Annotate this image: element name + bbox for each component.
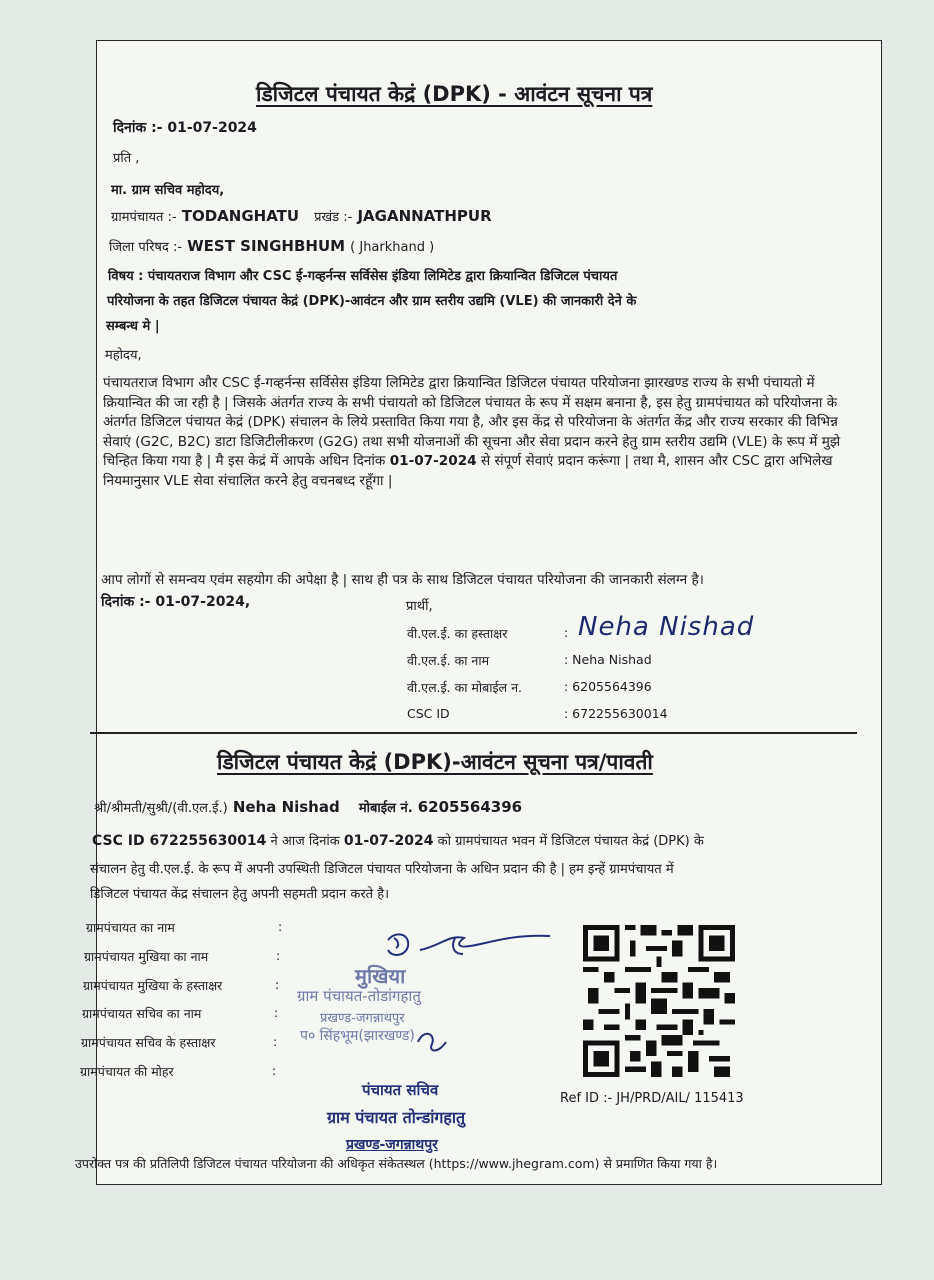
subject-label: विषय : [108, 269, 144, 284]
receipt-line-1 [92, 831, 704, 849]
vle-name-value: : Neha Nishad [564, 652, 652, 667]
state-value: ( Jharkhand ) [350, 240, 435, 255]
field-gp-name: ग्रामपंचायत का नाम [86, 920, 175, 935]
stamp-sachiv-prakhand: प्रखण्ड-जगन्नाथपुर [346, 1137, 438, 1153]
receipt-title: डिजिटल पंचायत केद्रं (DPK)-आवंटन सूचना पत्र/पावती [217, 750, 653, 774]
receipt-line-3: डिजिटल पंचायत केंद्र संचालन हेतु अपनी सहमती प्रदान करते है। [90, 887, 390, 902]
footer-note: उपरोक्त पत्र की प्रतिलिपी डिजिटल पंचायत परियोजना की अधिकृत संकेतस्थल (https://www.jhegram.com) से प्रमाणित किया गया है। [75, 1156, 718, 1171]
subject-line-1 [108, 266, 617, 284]
ref-id: Ref ID :- JH/PRD/AIL/ 115413 [560, 1091, 744, 1106]
subject-line-2: परियोजना के तहत डिजिटल पंचायत केद्रं (DPK)-आवंटन और ग्राम स्तरीय उद्यमि (VLE) की जानकारी देने के [107, 294, 637, 309]
body-paragraph [103, 374, 843, 492]
district-value: WEST SINGHBHUM [187, 237, 346, 255]
section-divider [90, 732, 857, 734]
block-value: JAGANNATHPUR [357, 207, 492, 225]
addressee: मा. ग्राम सचिव महोदय, [111, 183, 225, 198]
receipt-line-2: संचालन हेतु वी.एल.ई. के रूप में अपनी उपस्थिती डिजिटल पंचायत परियोजना के अधिन प्रदान की है | हम इन्हें ग्रामपंचायत में [90, 862, 674, 877]
field-sachiv-name: ग्रामपंचायत सचिव का नाम [82, 1006, 202, 1021]
stamp-sachiv: पंचायत सचिव [362, 1081, 439, 1099]
body-text-end: से संपूर्ण सेवाएं प्रदान करूंगा | तथा मै, शासन और CSC द्वारा अभिलेख नियमानुसार VLE सेवा संचालित करने हेतु वचनबध्द रहूँगा | [103, 453, 833, 489]
gp-label: ग्रामपंचायत :- [111, 210, 177, 225]
field-mukhiya-sign: ग्रामपंचायत मुखिया के हस्ताक्षर [83, 978, 223, 993]
vle-mobile-label: वी.एल.ई. का मोबाईल न. [407, 680, 523, 695]
receipt-mobile-label: मोबाईल नं. [358, 801, 413, 816]
vle-name-line [94, 797, 522, 816]
salutation: महोदय, [105, 348, 142, 363]
field-mukhiya-name: ग्रामपंचायत मुखिया का नाम [84, 949, 209, 964]
stamp-mukhiya: मुखिया [355, 964, 406, 988]
stamp-gp-name: ग्राम पंचायत-तोडांगहातु [297, 987, 421, 1005]
field-sachiv-sign: ग्रामपंचायत सचिव के हस्ताक्षर [81, 1035, 216, 1050]
gp-value: TODANGHATU [181, 207, 300, 225]
body-text: पंचायतराज विभाग और CSC ई-गव्हर्नन्स सर्विसेस इंडिया लिमिटेड द्वारा क्रियान्वित डिजिटल पंचायत परियोजना झारखण्ड राज्य के सभी पंचायतो में क्रियान्वित की जा रही है | जिसके अंतर्गत राज्य के सभी पंचायतो को डिजिटल पंचायत के रूप में सक्षम बनाना है, इस हेतु ग्रामपंचायत को परियोजना के अंतर्गत डिजिटल पंचायत केद्रं (DPK) संचालन के लिये प्रस्तावित किया गया है, और इस केंद्र से परियोजना के अंतर्गत केंद्र और राज्य सरकार की विभिन्न सेवाएं (G2C, B2C) डाटा डिजिटीलीकरण (G2G) तथा सभी योजनाओं की सूचना और सेवा प्रदान करने हेतु ग्राम स्तरीय उद्यमि (VLE) के रूप में मुझे चिन्हित किया गया है | मै इस केद्रं में आपके अधिन दिनांक [103, 375, 841, 470]
receipt-text-1b: को ग्रामपंचायत भवन में डिजिटल पंचायत केद्रं (DPK) के [437, 834, 704, 849]
vle-signature-label: वी.एल.ई. का हस्ताक्षर [407, 626, 508, 641]
vle-name-label: वी.एल.ई. का नाम [407, 653, 490, 668]
qr-code-icon [583, 925, 735, 1077]
receipt-date: 01-07-2024 [343, 833, 434, 849]
csc-id-label: CSC ID [407, 706, 450, 721]
notice-date: दिनांक :- 01-07-2024 [113, 120, 257, 136]
subject-text-1: पंचायतराज विभाग और CSC ई-गव्हर्नन्स सर्विसेस इंडिया लिमिटेड द्वारा क्रियान्वित डिजिटल पंचायत [147, 269, 618, 284]
field-gp-name-colon: : [278, 919, 283, 934]
vle-signature: Neha Nishad [578, 612, 755, 642]
vle-mobile-value: : 6205564396 [564, 679, 652, 694]
field-mukhiya-sign-colon: : [275, 977, 280, 992]
prati-text: प्रति , [113, 151, 140, 166]
district-line [109, 236, 434, 255]
stamp-sachiv-gp: ग्राम पंचायत तोन्डांगहातु [327, 1108, 466, 1127]
csc-id-value: : 672255630014 [564, 706, 668, 721]
field-sachiv-sign-colon: : [273, 1034, 278, 1049]
block-label: प्रखंड :- [314, 210, 353, 225]
receipt-name: Neha Nishad [232, 798, 340, 816]
body-closing: आप लोगों से समन्वय एवंम सहयोग की अपेक्षा है | साथ ही पत्र के साथ डिजिटल पंचायत परियोजना की जानकारी संलग्न है। [101, 572, 704, 588]
stamp-district: प० सिंहभूम(झारखण्ड) [300, 1028, 415, 1044]
field-seal: ग्रामपंचायत की मोहर [80, 1064, 174, 1079]
notice-date-2: दिनांक :- 01-07-2024, [101, 594, 251, 610]
vle-signature-colon: : [564, 625, 569, 640]
receipt-csc-id: CSC ID 672255630014 [92, 833, 267, 849]
notice-title: डिजिटल पंचायत केद्रं (DPK) - आवंटन सूचना पत्र [256, 82, 653, 106]
receipt-mobile: 6205564396 [417, 798, 523, 816]
field-seal-colon: : [272, 1063, 277, 1078]
district-label: जिला परिषद :- [109, 240, 183, 255]
field-mukhiya-name-colon: : [276, 948, 281, 963]
stamp-prakhand: प्रखण्ड-जगन्नाथपुर [320, 1011, 405, 1026]
prarthi-label: प्रार्थी, [406, 599, 433, 614]
receipt-text-1a: ने आज दिनांक [270, 834, 340, 849]
name-prefix: श्री/श्रीमती/सुश्री/(वी.एल.ई.) [94, 801, 228, 816]
subject-line-3: सम्बन्ध मे | [106, 319, 160, 334]
body-date: 01-07-2024 [389, 453, 477, 470]
gp-block-line [111, 206, 492, 225]
field-sachiv-name-colon: : [274, 1005, 279, 1020]
